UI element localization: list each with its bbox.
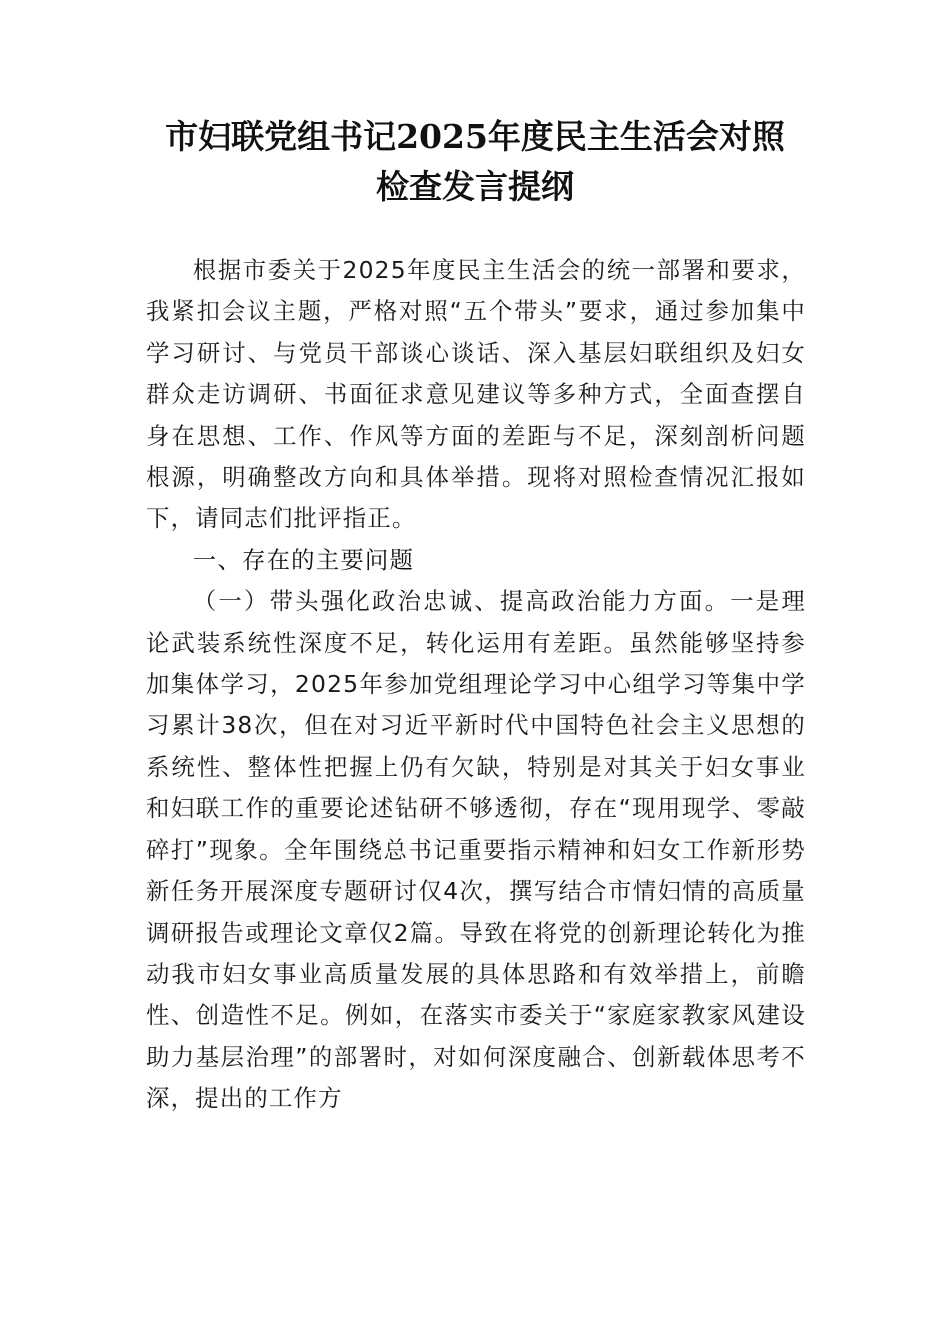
title-line-1: 市妇联党组书记2025年度民主生活会对照 xyxy=(165,117,785,156)
section-heading: 一、存在的主要问题 xyxy=(192,545,415,574)
title-line-2: 检查发言提纲 xyxy=(376,167,574,206)
intro-paragraph: 根据市委关于2025年度民主生活会的统一部署和要求，我紧扣会议主题，严格对照“五个带头”要求，通过参加集中学习研讨、与党员干部谈心谈话、深入基层妇联组织及妇女群众走访调研、书面征求意见建议等多种方式，全面查摆自身在思想、工作、作风等方面的差距与不足，深刻剖析问题根源，明确整改方向和具体举措。现将对照检查情况汇报如下，请同志们批评指正。 xyxy=(146,256,806,533)
subsection-heading: （一）带头强化政治忠诚、提高政治能力方面。 xyxy=(192,587,731,616)
document-title xyxy=(120,112,830,212)
document-body xyxy=(146,250,806,1120)
subsection-paragraph xyxy=(146,581,806,1119)
subsection-body: 一是理论武装系统性深度不足，转化运用有差距。虽然能够坚持参加集体学习，2025年参加党组理论学习中心组学习等集中学习累计38次，但在对习近平新时代中国特色社会主义思想的系统性、整体性把握上仍有欠缺，特别是对其关于妇女事业和妇联工作的重要论述钻研不够透彻，存在“现用现学、零敲碎打”现象。全年围绕总书记重要指示精神和妇女工作新形势新任务开展深度专题研讨仅4次，撰写结合市情妇情的高质量调研报告或理论文章仅2篇。导致在将党的创新理论转化为推动我市妇女事业高质量发展的具体思路和有效举措上，前瞻性、创造性不足。例如，在落实市委关于“家庭家教家风建设助力基层治理”的部署时，对如何深度融合、创新载体思考不深，提出的工作方 xyxy=(146,587,806,1113)
